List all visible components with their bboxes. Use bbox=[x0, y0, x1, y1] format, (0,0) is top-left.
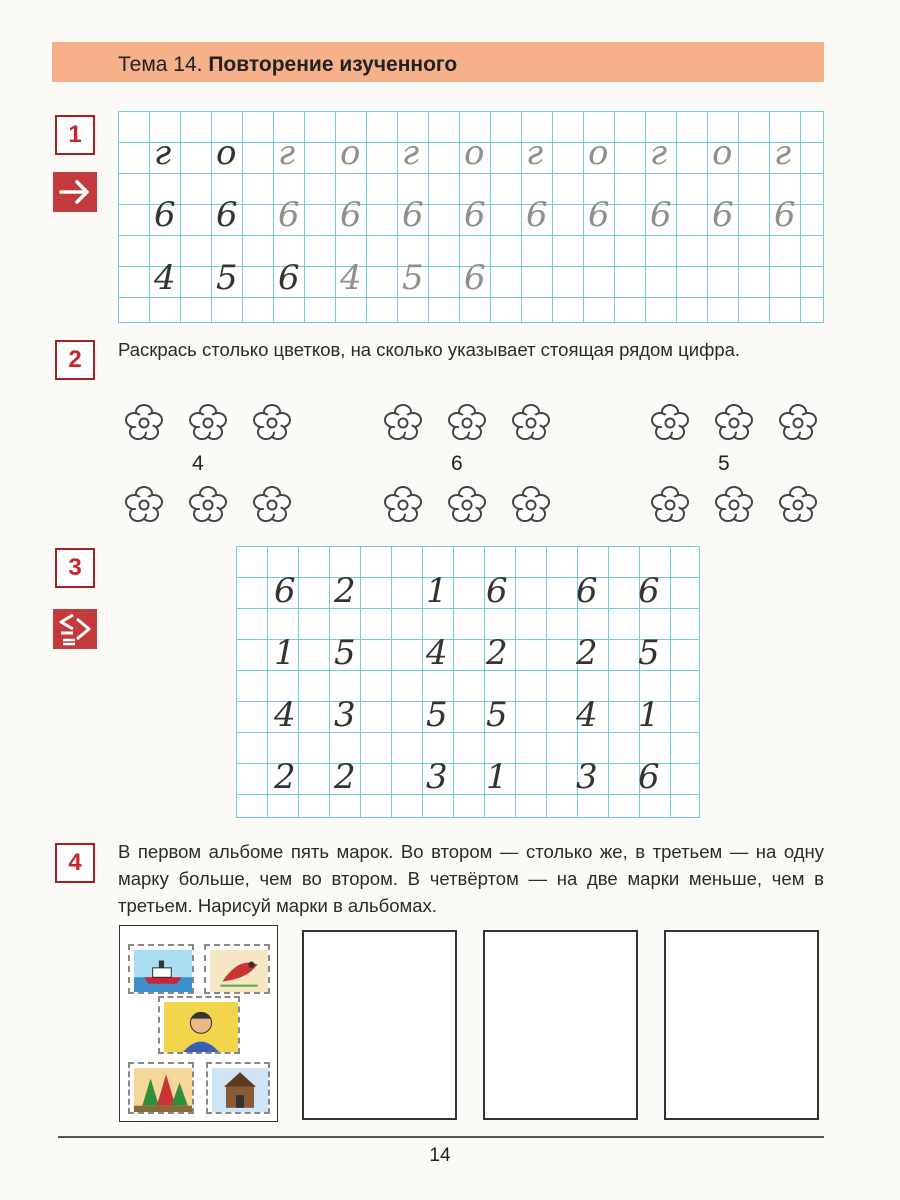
task-3-digit: 1 bbox=[274, 633, 296, 673]
task-3-digit: 6 bbox=[486, 571, 508, 611]
flower-count-number: 4 bbox=[192, 452, 204, 475]
flower-icon[interactable] bbox=[650, 402, 690, 442]
task-3-digit: 4 bbox=[426, 633, 448, 673]
flower-count-number: 6 bbox=[451, 452, 463, 475]
task-3-digit: 6 bbox=[576, 571, 598, 611]
task-3-digit: 5 bbox=[334, 633, 356, 673]
flower-icon[interactable] bbox=[511, 402, 551, 442]
task-1-char: г bbox=[154, 133, 172, 173]
task-1-char: 6 bbox=[774, 195, 796, 235]
task-1-char: 6 bbox=[216, 195, 238, 235]
task-3-digit: 1 bbox=[638, 695, 660, 735]
flower-icon[interactable] bbox=[447, 402, 487, 442]
task-1-number: 1 bbox=[55, 115, 95, 155]
flower-icon[interactable] bbox=[188, 402, 228, 442]
task-3-digit: 1 bbox=[486, 757, 508, 797]
task-3-digit: 5 bbox=[638, 633, 660, 673]
album-2 bbox=[302, 930, 457, 1120]
flower-icon[interactable] bbox=[714, 402, 754, 442]
task-4-text: В первом альбоме пять марок. Во втором — столько же, в третьем — на одну марку больше, чем во втором. В четвёртом — на две марки меньше, чем в третьем. Нарисуй марки в альбомах. bbox=[118, 841, 824, 916]
task-1-char: 6 bbox=[650, 195, 672, 235]
task-4-number: 4 bbox=[55, 843, 95, 883]
task-3-digit: 6 bbox=[638, 757, 660, 797]
task-1-writing-grid bbox=[118, 111, 824, 323]
album-3 bbox=[483, 930, 638, 1120]
bird-stamp bbox=[204, 944, 270, 994]
trees-stamp bbox=[128, 1062, 194, 1114]
task-1-char: г bbox=[774, 133, 792, 173]
flower-icon[interactable] bbox=[778, 484, 818, 524]
task-1-char: г bbox=[402, 133, 420, 173]
task-1-char: 6 bbox=[526, 195, 548, 235]
task-3-number: 3 bbox=[55, 548, 95, 588]
page-number: 14 bbox=[429, 1145, 451, 1166]
album-4 bbox=[664, 930, 819, 1120]
flower-icon[interactable] bbox=[188, 484, 228, 524]
task-2-text: Раскрась столько цветков, на сколько указывает стоящая рядом цифра. bbox=[118, 339, 741, 360]
flower-count-number: 5 bbox=[718, 452, 730, 475]
task-1-char: г bbox=[278, 133, 296, 173]
task-1-char: г bbox=[526, 133, 544, 173]
task-3-digit: 2 bbox=[334, 571, 356, 611]
task-3-digit: 3 bbox=[576, 757, 598, 797]
task-3-digit: 6 bbox=[274, 571, 296, 611]
task-1-char: о bbox=[712, 133, 733, 173]
flower-icon[interactable] bbox=[383, 484, 423, 524]
page-title: Тема 14. Повторение изученного bbox=[118, 53, 458, 76]
task-1-char: 6 bbox=[712, 195, 734, 235]
flower-icon[interactable] bbox=[124, 484, 164, 524]
flower-icon[interactable] bbox=[252, 402, 292, 442]
task-1-char: 6 bbox=[340, 195, 362, 235]
task-1-char: 5 bbox=[216, 258, 238, 298]
task-1-char: о bbox=[216, 133, 237, 173]
album-1 bbox=[119, 925, 278, 1122]
task-3-digit: 2 bbox=[486, 633, 508, 673]
task-3-digit: 1 bbox=[426, 571, 448, 611]
task-1-char: 6 bbox=[278, 258, 300, 298]
task-1-char: о bbox=[588, 133, 609, 173]
task-3-digit: 2 bbox=[576, 633, 598, 673]
task-3-digit: 4 bbox=[576, 695, 598, 735]
task-1-char: 6 bbox=[464, 258, 486, 298]
task-1-char: 6 bbox=[588, 195, 610, 235]
task-1-char: 4 bbox=[154, 258, 176, 298]
task-1-char: о bbox=[340, 133, 361, 173]
flower-icon[interactable] bbox=[714, 484, 754, 524]
task-1-char: 5 bbox=[402, 258, 424, 298]
task-3-digit: 3 bbox=[426, 757, 448, 797]
flower-icon[interactable] bbox=[124, 402, 164, 442]
task-3-digit: 6 bbox=[638, 571, 660, 611]
task-1-char: о bbox=[464, 133, 485, 173]
task-3-digit: 5 bbox=[486, 695, 508, 735]
task-3-digit: 3 bbox=[334, 695, 356, 735]
flower-icon[interactable] bbox=[447, 484, 487, 524]
ship-stamp bbox=[128, 944, 194, 994]
task-3-comparison-grid bbox=[236, 546, 700, 818]
task-2-number: 2 bbox=[55, 340, 95, 380]
compare-signs-icon bbox=[53, 609, 97, 649]
task-3-digit: 4 bbox=[274, 695, 296, 735]
task-1-char: г bbox=[650, 133, 668, 173]
task-3-digit: 5 bbox=[426, 695, 448, 735]
task-1-char: 6 bbox=[402, 195, 424, 235]
flower-icon[interactable] bbox=[650, 484, 690, 524]
flower-icon[interactable] bbox=[778, 402, 818, 442]
flower-icon[interactable] bbox=[383, 402, 423, 442]
task-1-char: 6 bbox=[278, 195, 300, 235]
task-3-digit: 2 bbox=[334, 757, 356, 797]
footer-divider bbox=[58, 1136, 824, 1138]
portrait-stamp bbox=[158, 996, 240, 1054]
task-1-char: 6 bbox=[154, 195, 176, 235]
flower-icon[interactable] bbox=[511, 484, 551, 524]
task-1-char: 4 bbox=[340, 258, 362, 298]
arrow-right-icon bbox=[53, 172, 97, 212]
task-1-char: 6 bbox=[464, 195, 486, 235]
task-3-digit: 2 bbox=[274, 757, 296, 797]
flower-icon[interactable] bbox=[252, 484, 292, 524]
castle-stamp bbox=[206, 1062, 270, 1114]
